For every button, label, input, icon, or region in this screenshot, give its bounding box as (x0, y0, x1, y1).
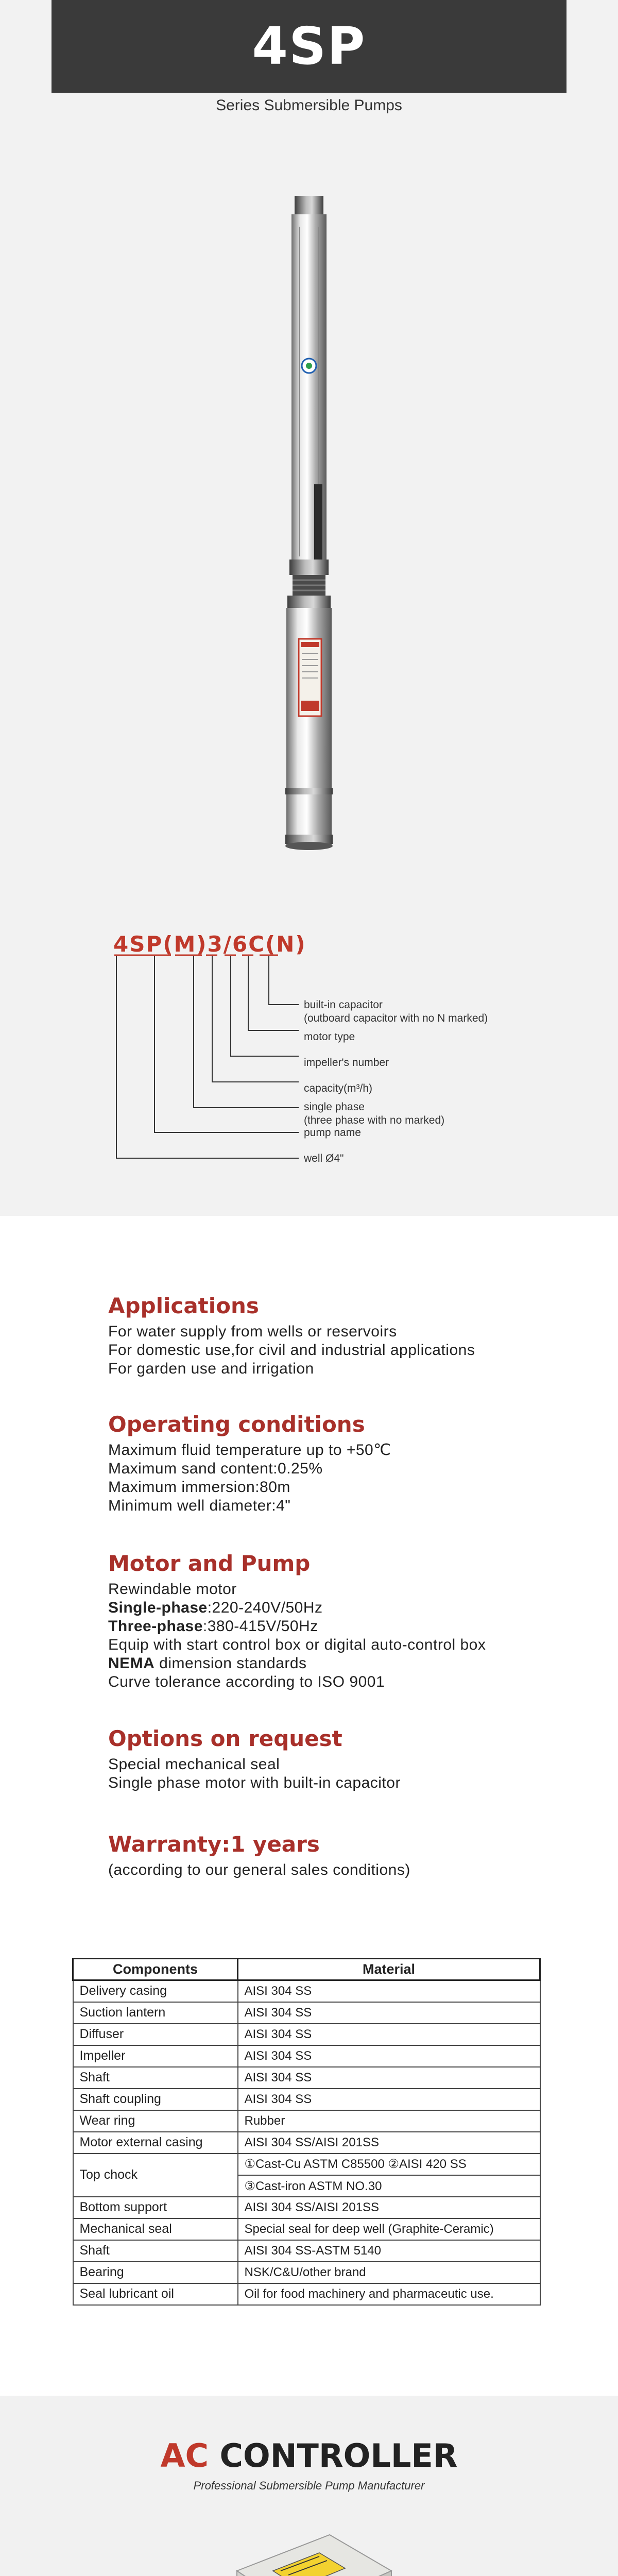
pump-illustration (263, 196, 355, 866)
ac-controller-title: AC CONTROLLER (160, 2437, 458, 2475)
spec-line: Minimum well diameter:4" (108, 1497, 291, 1514)
table-row: Diffuser AISI 304 SS (73, 2024, 540, 2045)
table-row: Delivery casing AISI 304 SS (73, 1980, 540, 2002)
table-header-material: Material (238, 1959, 540, 1980)
operating-conditions-block (108, 1412, 572, 1515)
options-block (108, 1726, 572, 1792)
legend-single-phase: single phase (three phase with no marked) (304, 1101, 445, 1126)
warranty-heading: Warranty:1 years (108, 1832, 320, 1857)
model-code: 4SP(M)3/6C(N) (113, 931, 306, 957)
options-heading: Options on request (108, 1726, 342, 1751)
spec-line: Single-phase:220-240V/50Hz (108, 1599, 323, 1616)
materials-table (72, 1958, 541, 2306)
motor-pump-heading: Motor and Pump (108, 1551, 311, 1576)
legend-impeller-number: impeller's number (304, 1057, 389, 1069)
ac-controller-subtitle: Professional Submersible Pump Manufacturer (193, 2479, 425, 2492)
ac-controller-section (0, 2396, 618, 2576)
spec-line: Equip with start control box or digital auto-control box (108, 1636, 486, 1653)
applications-block (108, 1293, 572, 1378)
spec-line: Three-phase:380-415V/50Hz (108, 1618, 318, 1635)
table-row: Bottom support AISI 304 SS/AISI 201SS (73, 2197, 540, 2218)
legend-built-in-capacitor: built-in capacitor (outboard capacitor with no N marked) (304, 999, 488, 1024)
table-row: Wear ring Rubber (73, 2110, 540, 2132)
warranty-block (108, 1832, 572, 1879)
table-row: Suction lantern AISI 304 SS (73, 2002, 540, 2024)
spec-line: Maximum sand content:0.25% (108, 1460, 323, 1477)
table-row: Seal lubricant oil Oil for food machinery and pharmaceutic use. (73, 2283, 540, 2305)
table-row: Shaft AISI 304 SS (73, 2067, 540, 2089)
table-row: Shaft AISI 304 SS-ASTM 5140 (73, 2240, 540, 2262)
spec-line: For water supply from wells or reservoirs (108, 1323, 397, 1340)
page-title: 4SP (252, 16, 366, 76)
spec-line: For garden use and irrigation (108, 1360, 314, 1377)
control-boxes-illustration (124, 2524, 494, 2576)
spec-line: (according to our general sales conditions) (108, 1861, 410, 1878)
spec-line: Curve tolerance according to ISO 9001 (108, 1673, 385, 1690)
motor-pump-block (108, 1551, 572, 1691)
table-header-row (73, 1959, 540, 1980)
legend-capacity: capacity(m³/h) (304, 1082, 373, 1094)
spec-line: Single phase motor with built-in capacitor (108, 1774, 401, 1791)
spec-line: For domestic use,for civil and industrial applications (108, 1342, 475, 1359)
spec-line: Special mechanical seal (108, 1756, 280, 1773)
spec-line: Maximum immersion:80m (108, 1479, 290, 1496)
table-row: Motor external casing AISI 304 SS/AISI 201SS (73, 2132, 540, 2154)
title-banner (52, 0, 566, 93)
operating-conditions-heading: Operating conditions (108, 1412, 365, 1437)
page-subtitle: Series Submersible Pumps (216, 97, 402, 114)
table-row: Mechanical seal Special seal for deep well (Graphite-Ceramic) (73, 2218, 540, 2240)
table-header-components: Components (73, 1959, 238, 1980)
spec-line: Maximum fluid temperature up to +50℃ (108, 1442, 391, 1459)
applications-heading: Applications (108, 1293, 259, 1318)
table-row: Shaft coupling AISI 304 SS (73, 2089, 540, 2110)
product-hero (0, 0, 618, 1216)
spec-line: NEMA dimension standards (108, 1655, 307, 1672)
table-row: Bearing NSK/C&U/other brand (73, 2262, 540, 2283)
legend-motor-type: motor type (304, 1031, 355, 1043)
table-row: Top chock ①Cast-Cu ASTM C85500 ②AISI 420 SS ③Cast-iron ASTM NO.30 (73, 2154, 540, 2197)
table-row: Impeller AISI 304 SS (73, 2045, 540, 2067)
legend-pump-name: pump name (304, 1127, 361, 1139)
specifications-section (0, 1216, 618, 2396)
spec-line: Rewindable motor (108, 1581, 237, 1598)
control-box-rear (237, 2535, 391, 2576)
legend-well-diameter: well Ø4" (304, 1153, 344, 1164)
